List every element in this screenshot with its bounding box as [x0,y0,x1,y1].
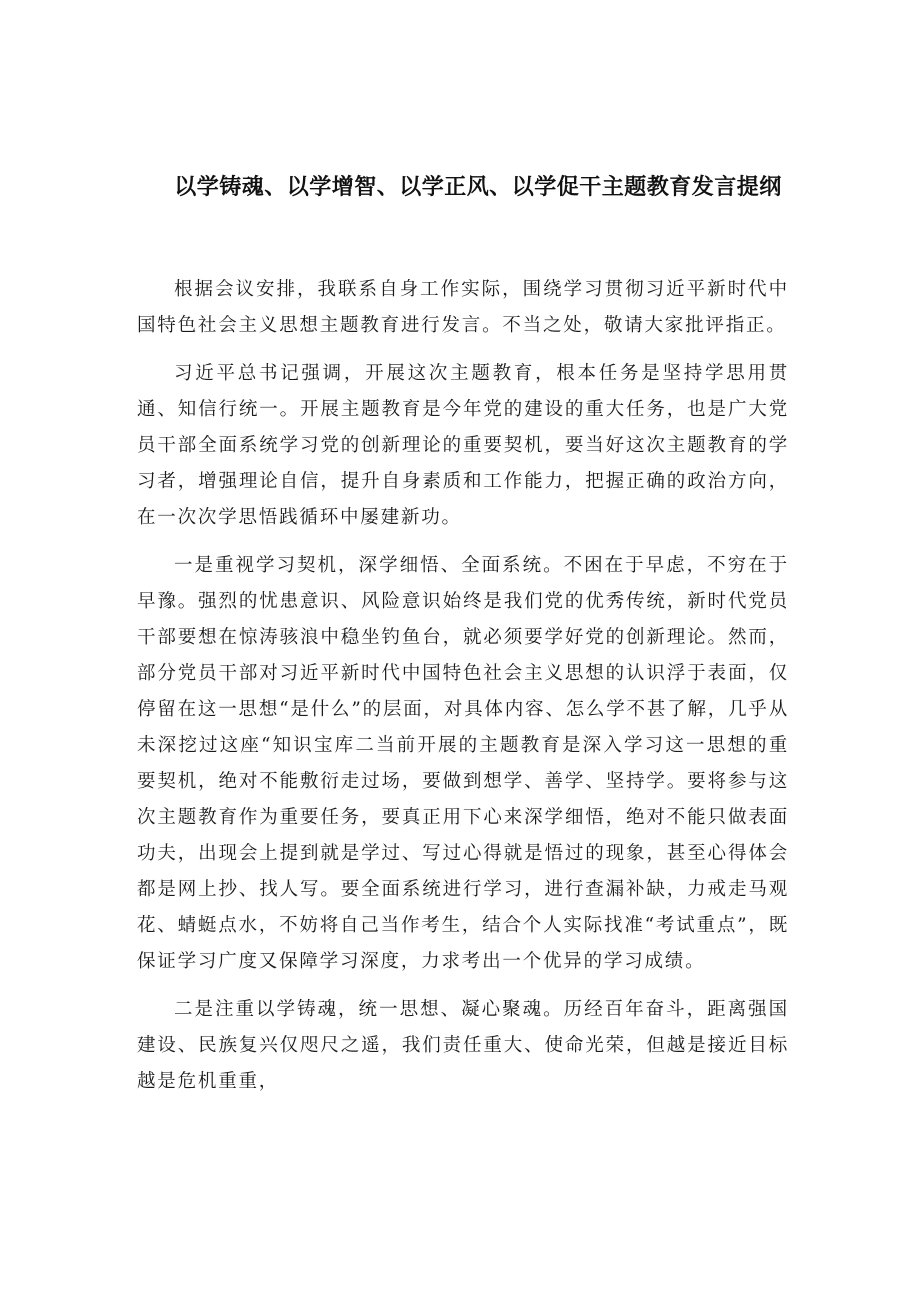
paragraph-intro: 根据会议安排，我联系自身工作实际，围绕学习贯彻习近平新时代中国特色社会主义思想主题教育进行发言。不当之处，敬请大家批评指正。 [137,279,789,336]
document-body [137,272,789,1112]
paragraph-point-one: 一是重视学习契机，深学细悟、全面系统。不困在于早虑，不穷在于早豫。强烈的忧患意识、风险意识始终是我们党的优秀传统，新时代党员干部要想在惊涛骇浪中稳坐钓鱼台，就必须要学好党的创新理论。然而，部分党员干部对习近平新时代中国特色社会主义思想的认识浮于表面，仅停留在这一思想“是什么”的层面，对具体内容、怎么学不甚了解，几乎从未深挖过这座“知识宝库二当前开展的主题教育是深入学习这一思想的重要契机，绝对不能敷衍走过场，要做到想学、善学、坚持学。要将参与这次主题教育作为重要任务，要真正用下心来深学细悟，绝对不能只做表面功夫，出现会上提到就是学过、写过心得就是悟过的现象，甚至心得体会都是网上抄、找人写。要全面系统进行学习，进行查漏补缺，力戒走马观花、蜻蜓点水，不妨将自己当作考生，结合个人实际找准“考试重点”，既保证学习广度又保障学习深度，力求考出一个优异的学习成绩。 [137,555,789,972]
paragraph-background: 习近平总书记强调，开展这次主题教育，根本任务是坚持学思用贯通、知信行统一。开展主题教育是今年党的建设的重大任务，也是广大党员干部全面系统学习党的创新理论的重要契机，要当好这次主题教育的学习者，增强理论自信，提升自身素质和工作能力，把握正确的政治方向，在一次次学思悟践循环中屡建新功。 [137,363,789,528]
paragraph-point-two: 二是注重以学铸魂，统一思想、凝心聚魂。历经百年奋斗，距离强国建设、民族复兴仅咫尺之遥，我们责任重大、使命光荣，但越是接近目标越是危机重重， [137,999,789,1092]
document-title: 以学铸魂、以学增智、以学正风、以学促干主题教育发言提纲 [174,175,782,200]
